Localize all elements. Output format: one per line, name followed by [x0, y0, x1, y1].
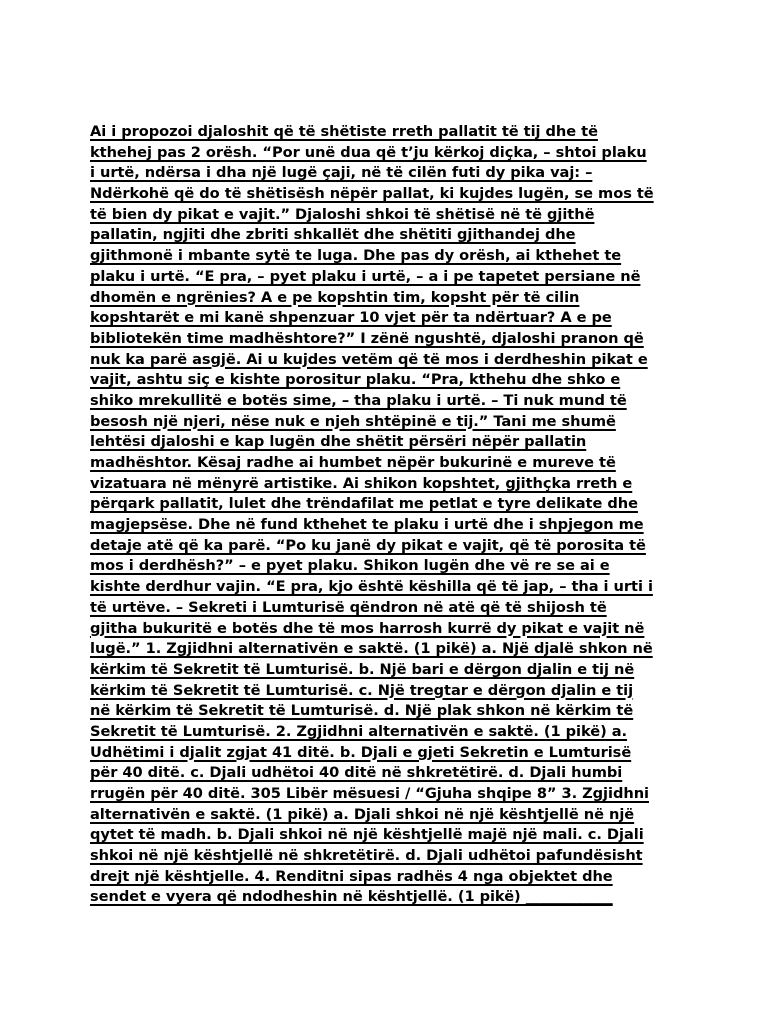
text-line-12: nuk ka parë asgjë. Ai u kujdes vetëm që të mos i derdheshin pikat e: [90, 350, 648, 368]
text-line-33: rrugën për 40 ditë. 305 Libër mësuesi / “Gjuha shqipe 8” 3. Zgjidhni: [90, 785, 649, 802]
text-line-18: vizatuara në mënyrë artistike. Ai shikon kopshtet, gjithçka rreth e: [90, 474, 633, 492]
text-line-5: të bien dy pikat e vajit.” Djaloshi shkoi të shëtisë në të gjithë: [90, 205, 595, 223]
document-text-block: [90, 122, 710, 908]
text-line-10: kopshtarët e mi kanë shpenzuar 10 vjet për ta ndërtuar? A e pe: [90, 309, 612, 327]
text-line-31: Udhëtimi i djalit zgjat 41 ditë. b. Djali e gjeti Sekretin e Lumturisë: [90, 743, 632, 761]
text-line-13: vajit, ashtu siç e kishte porositur plaku. “Pra, kthehu dhe shko e: [90, 371, 621, 389]
text-line-6: pallatin, ngjiti dhe zbriti shkallët dhe shëtiti gjithandej dhe: [90, 226, 576, 244]
text-line-32: për 40 ditë. c. Djali udhëtoi 40 ditë në shkretëtirë. d. Djali humbi: [90, 764, 623, 782]
text-line-21: detaje atë që ka parë. “Po ku janë dy pikat e vajit, që të porosita të: [90, 536, 646, 554]
text-line-36: shkoi në një kështjellë në shkretëtirë. d. Djali udhëtoi pafundësisht: [90, 847, 643, 865]
text-line-16: lehtësi djaloshi e kap lugën dhe shëtit përsëri nëpër pallatin: [90, 433, 587, 451]
text-line-20: magjepsëse. Dhe në fund kthehet te plaku i urtë dhe i shpjegon me: [90, 516, 644, 534]
text-line-26: lugë.” 1. Zgjidhni alternativën e saktë. (1 pikë) a. Një djalë shkon në: [90, 640, 653, 658]
text-line-30: Sekretit të Lumturisë. 2. Zgjidhni alternativën e saktë. (1 pikë) a.: [90, 722, 628, 740]
text-line-2: kthehej pas 2 orësh. “Por unë dua që t’ju kërkoj diçka, – shtoi plaku: [90, 143, 647, 161]
text-line-27: kërkim të Sekretit të Lumturisë. b. Një bari e dërgon djalin e tij në: [90, 660, 635, 678]
text-line-23: kishte derdhur vajin. “E pra, kjo është këshilla që të jap, – tha i urti i: [90, 578, 653, 596]
text-line-19: përqark pallatit, lulet dhe trëndafilat me petlat e tyre delikate dhe: [90, 495, 638, 513]
text-line-25: gjitha bukuritë e botës dhe të mos harrosh kurrë dy pikat e vajit në: [90, 619, 645, 637]
text-line-7: gjithmonë i mbante sytë te luga. Dhe pas dy orësh, ai kthehet te: [90, 247, 622, 265]
text-line-4: Ndërkohë që do të shëtisësh nëpër pallat, ki kujdes lugën, se mos të: [90, 185, 654, 203]
text-line-28: kërkim të Sekretit të Lumturisë. c. Një tregtar e dërgon djalin e tij: [90, 681, 634, 699]
text-line-1: Ai i propozoi djaloshit që të shëtiste rreth pallatit të tij dhe të: [90, 123, 598, 140]
text-line-14: shiko mrekullitë e botës sime, – tha plaku i urtë. – Ti nuk mund të: [90, 391, 627, 409]
text-line-35: qytet të madh. b. Djali shkoi në një kështjellë majë një mali. c. Djali: [90, 826, 644, 844]
text-line-17: madhështor. Kësaj radhe ai humbet nëpër bukurinë e mureve të: [90, 454, 616, 471]
text-line-22: mos i derdhësh?” – e pyet plaku. Shikon lugën dhe vë re se ai e: [90, 557, 610, 575]
text-line-34: alternativën e saktë. (1 pikë) a. Djali shkoi në një kështjellë në një: [90, 805, 635, 823]
text-line-24: të urtëve. – Sekreti i Lumturisë qëndron në atë që të shijosh të: [90, 598, 607, 616]
text-line-29: në kërkim të Sekretit të Lumturisë. d. Një plak shkon në kërkim të: [90, 702, 634, 720]
text-line-15: besosh një njeri, nëse nuk e njeh shtëpinë e tij.” Tani me shumë: [90, 412, 616, 430]
text-line-38: sendet e vyera që ndodheshin në kështjellë. (1 pikë) ____________: [90, 888, 613, 906]
text-line-11: bibliotekën time madhështore?” I zënë ngushtë, djaloshi pranon që: [90, 329, 644, 347]
text-line-3: i urtë, ndërsa i dha një lugë çaji, në të cilën futi dy pika vaj: –: [90, 164, 593, 182]
text-line-37: drejt një kështjelle. 4. Renditni sipas radhës 4 nga objektet dhe: [90, 867, 613, 885]
text-line-8: plaku i urtë. “E pra, – pyet plaku i urtë, – a i pe tapetet persiane në: [90, 267, 641, 285]
text-line-9: dhomën e ngrënies? A e pe kopshtin tim, kopsht për të cilin: [90, 288, 580, 306]
